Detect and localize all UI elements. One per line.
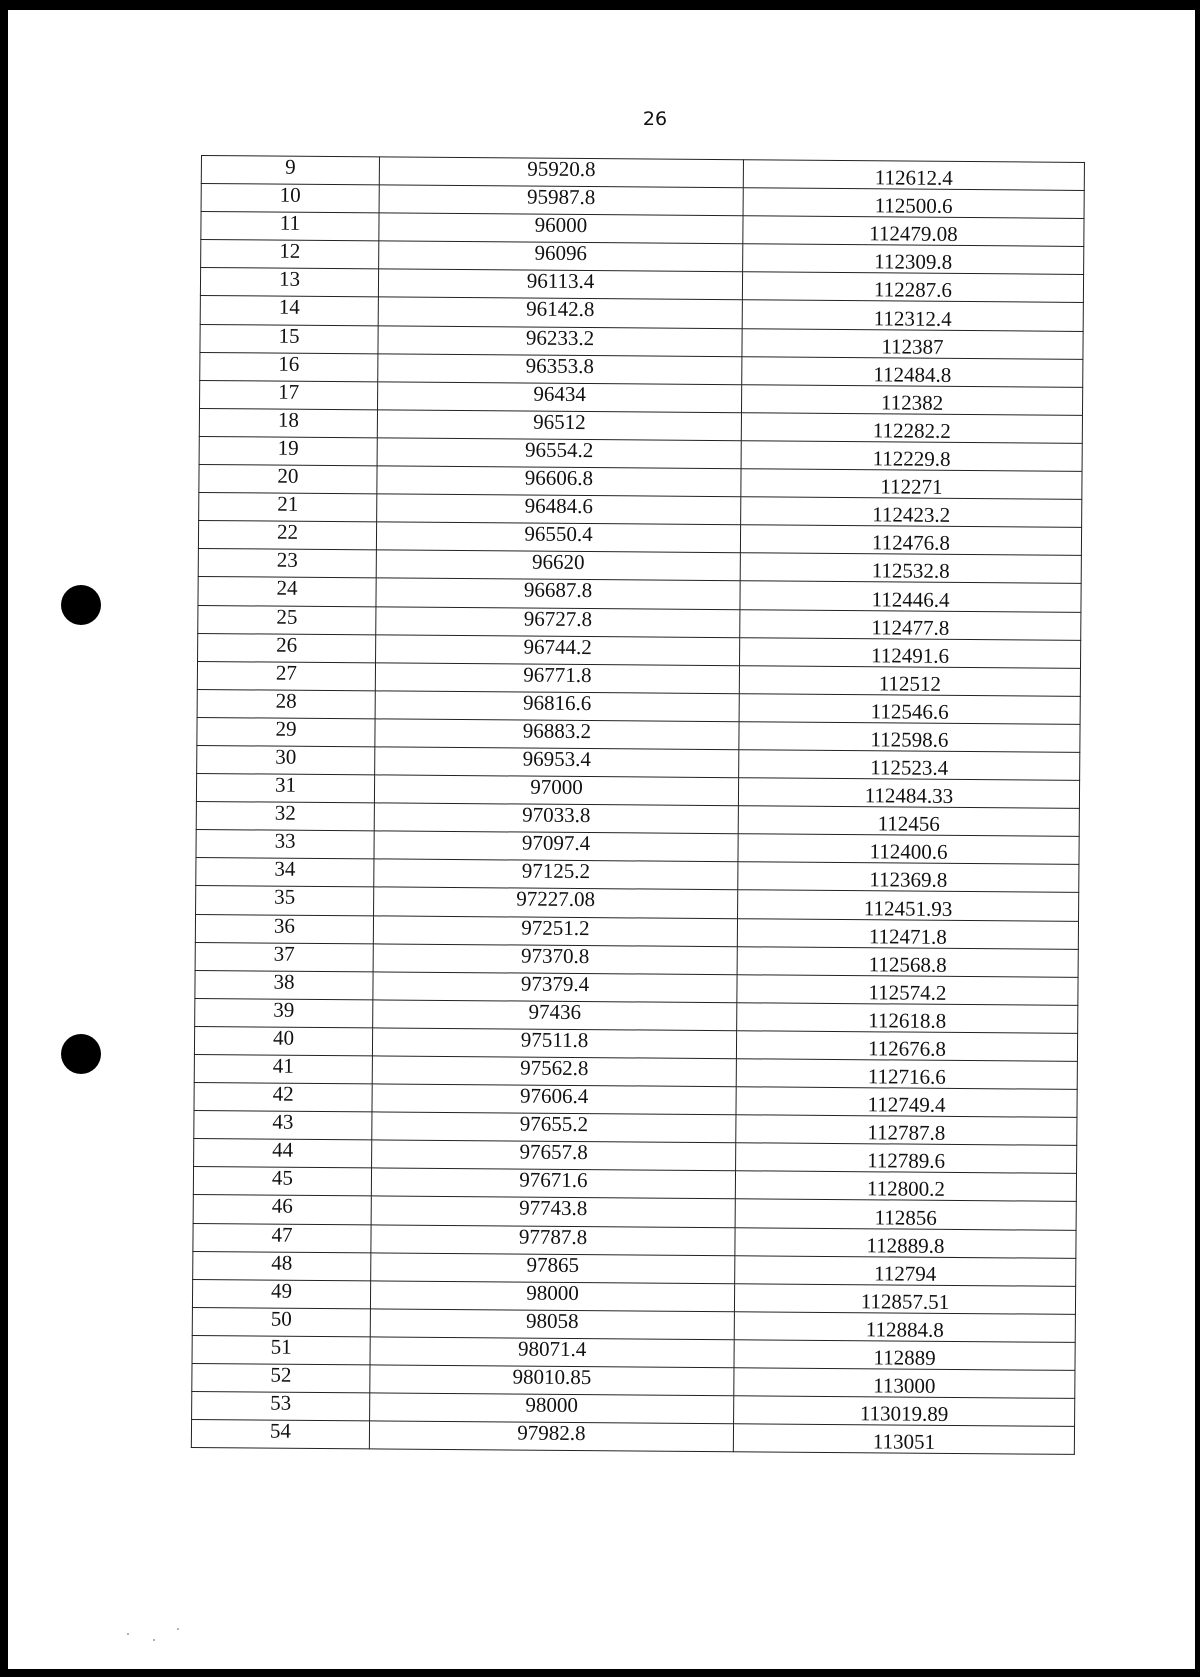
row-number-cell: 10 [201,184,379,213]
value-a-cell: 97787.8 [371,1224,735,1255]
value-a-cell: 97606.4 [372,1084,736,1115]
value-b-cell: 112229.8 [741,441,1082,472]
value-a-cell: 96883.2 [375,719,739,750]
value-b-cell: 112574.2 [737,974,1078,1005]
value-a-cell: 96096 [379,241,743,272]
value-a-cell: 97511.8 [372,1028,736,1059]
value-b-cell: 112387 [742,328,1083,359]
value-b-cell: 112794 [735,1255,1076,1286]
value-b-cell: 112309.8 [743,244,1084,275]
value-b-cell: 112889.8 [735,1227,1076,1258]
page-number: 26 [642,108,668,130]
value-a-cell: 96000 [379,213,743,244]
row-number-cell: 22 [198,521,376,550]
row-number-cell: 23 [198,549,376,578]
value-a-cell: 97671.6 [371,1168,735,1199]
value-b-cell: 112312.4 [742,300,1083,331]
value-b-cell: 112789.6 [736,1143,1077,1174]
value-b-cell: 112451.93 [738,890,1079,921]
value-b-cell: 112532.8 [740,553,1081,584]
value-b-cell: 112676.8 [736,1031,1077,1062]
row-number-cell: 28 [197,689,375,718]
row-number-cell: 32 [196,802,374,831]
value-a-cell: 95987.8 [379,185,743,216]
row-number-cell: 37 [195,942,373,971]
value-b-cell: 112523.4 [739,750,1080,781]
row-number-cell: 16 [200,352,378,381]
speck [177,1628,179,1630]
value-b-cell: 112889 [734,1340,1075,1371]
value-a-cell: 98010.85 [370,1365,734,1396]
row-number-cell: 12 [201,240,379,269]
value-b-cell: 112484.33 [738,778,1079,809]
row-number-cell: 24 [198,577,376,606]
data-table-body [191,156,1084,1455]
row-number-cell: 50 [192,1307,370,1336]
row-number-cell: 52 [192,1363,370,1392]
value-b-cell: 113000 [734,1368,1075,1399]
row-number-cell: 51 [192,1335,370,1364]
row-number-cell: 31 [196,774,374,803]
value-b-cell: 112512 [739,665,1080,696]
value-a-cell: 97743.8 [371,1196,735,1227]
value-a-cell: 96142.8 [378,297,742,328]
value-a-cell: 96744.2 [376,634,740,665]
value-a-cell: 97033.8 [374,803,738,834]
value-b-cell: 112800.2 [735,1171,1076,1202]
value-a-cell: 96953.4 [375,747,739,778]
value-b-cell: 113019.89 [734,1396,1075,1427]
value-b-cell: 112282.2 [741,413,1082,444]
row-number-cell: 41 [194,1054,372,1083]
value-a-cell: 96727.8 [376,606,740,637]
row-number-cell: 33 [196,830,374,859]
row-number-cell: 44 [194,1139,372,1168]
value-b-cell: 112476.8 [740,525,1081,556]
row-number-cell: 25 [198,605,376,634]
value-a-cell: 98000 [370,1393,734,1424]
row-number-cell: 47 [193,1223,371,1252]
value-b-cell: 112598.6 [739,722,1080,753]
row-number-cell: 35 [196,886,374,915]
row-number-cell: 43 [194,1111,372,1140]
value-b-cell: 112749.4 [736,1087,1077,1118]
value-a-cell: 97125.2 [374,859,738,890]
row-number-cell: 54 [191,1420,369,1449]
value-b-cell: 112857.51 [734,1283,1075,1314]
value-b-cell: 112618.8 [737,1003,1078,1034]
value-b-cell: 112471.8 [737,918,1078,949]
value-b-cell: 112787.8 [736,1115,1077,1146]
value-b-cell: 112369.8 [738,862,1079,893]
row-number-cell: 14 [200,296,378,325]
row-number-cell: 26 [198,633,376,662]
value-a-cell: 96512 [377,410,741,441]
value-a-cell: 96113.4 [378,269,742,300]
value-a-cell: 97370.8 [373,944,737,975]
value-a-cell: 97097.4 [374,831,738,862]
value-a-cell: 95920.8 [379,157,743,188]
row-number-cell: 19 [199,436,377,465]
row-number-cell: 18 [199,408,377,437]
value-b-cell: 112856 [735,1199,1076,1230]
value-a-cell: 96434 [378,382,742,413]
row-number-cell: 17 [200,380,378,409]
row-number-cell: 21 [199,493,377,522]
value-b-cell: 112612.4 [743,160,1084,191]
value-a-cell: 97562.8 [372,1056,736,1087]
row-number-cell: 20 [199,465,377,494]
row-number-cell: 40 [194,1026,372,1055]
row-number-cell: 34 [196,858,374,887]
value-a-cell: 98058 [370,1309,734,1340]
value-b-cell: 112423.2 [741,497,1082,528]
value-a-cell: 96554.2 [377,438,741,469]
value-b-cell: 112546.6 [739,694,1080,725]
row-number-cell: 11 [201,212,379,241]
value-a-cell: 97251.2 [373,915,737,946]
value-b-cell: 112446.4 [740,581,1081,612]
punch-hole [61,585,101,625]
value-b-cell: 112479.08 [743,216,1084,247]
value-b-cell: 112484.8 [742,356,1083,387]
row-number-cell: 39 [195,998,373,1027]
value-b-cell: 112884.8 [734,1312,1075,1343]
row-number-cell: 46 [193,1195,371,1224]
value-a-cell: 96484.6 [377,494,741,525]
row-number-cell: 45 [193,1167,371,1196]
scan-specks [125,1625,195,1645]
value-a-cell: 97982.8 [369,1421,733,1452]
value-b-cell: 112456 [738,806,1079,837]
value-a-cell: 98000 [370,1281,734,1312]
value-b-cell: 112400.6 [738,834,1079,865]
row-number-cell: 29 [197,717,375,746]
value-a-cell: 97000 [374,775,738,806]
value-a-cell: 97655.2 [372,1112,736,1143]
value-b-cell: 112568.8 [737,946,1078,977]
row-number-cell: 49 [192,1279,370,1308]
value-a-cell: 97227.08 [374,887,738,918]
value-b-cell: 112382 [741,385,1082,416]
row-number-cell: 9 [201,156,379,185]
row-number-cell: 48 [193,1251,371,1280]
value-a-cell: 97657.8 [372,1140,736,1171]
value-a-cell: 97436 [373,1000,737,1031]
speck [127,1633,129,1635]
value-b-cell: 112271 [741,469,1082,500]
row-number-cell: 30 [197,745,375,774]
row-number-cell: 27 [197,661,375,690]
value-a-cell: 96771.8 [375,663,739,694]
row-number-cell: 15 [200,324,378,353]
punch-hole [61,1034,101,1074]
data-table [191,155,1085,1455]
value-b-cell: 113051 [733,1424,1074,1455]
value-a-cell: 98071.4 [370,1337,734,1368]
speck [153,1639,155,1641]
row-number-cell: 42 [194,1083,372,1112]
data-table-container [191,155,1084,1455]
value-b-cell: 112500.6 [743,188,1084,219]
row-number-cell: 53 [192,1392,370,1421]
value-a-cell: 96606.8 [377,466,741,497]
value-b-cell: 112716.6 [736,1059,1077,1090]
value-a-cell: 96620 [376,550,740,581]
row-number-cell: 36 [195,914,373,943]
value-a-cell: 96233.2 [378,325,742,356]
value-b-cell: 112287.6 [742,272,1083,303]
value-a-cell: 97379.4 [373,972,737,1003]
value-a-cell: 97865 [371,1253,735,1284]
value-b-cell: 112477.8 [740,609,1081,640]
row-number-cell: 38 [195,970,373,999]
value-b-cell: 112491.6 [740,637,1081,668]
value-a-cell: 96353.8 [378,354,742,385]
value-a-cell: 96550.4 [376,522,740,553]
row-number-cell: 13 [200,268,378,297]
value-a-cell: 96687.8 [376,578,740,609]
value-a-cell: 96816.6 [375,691,739,722]
